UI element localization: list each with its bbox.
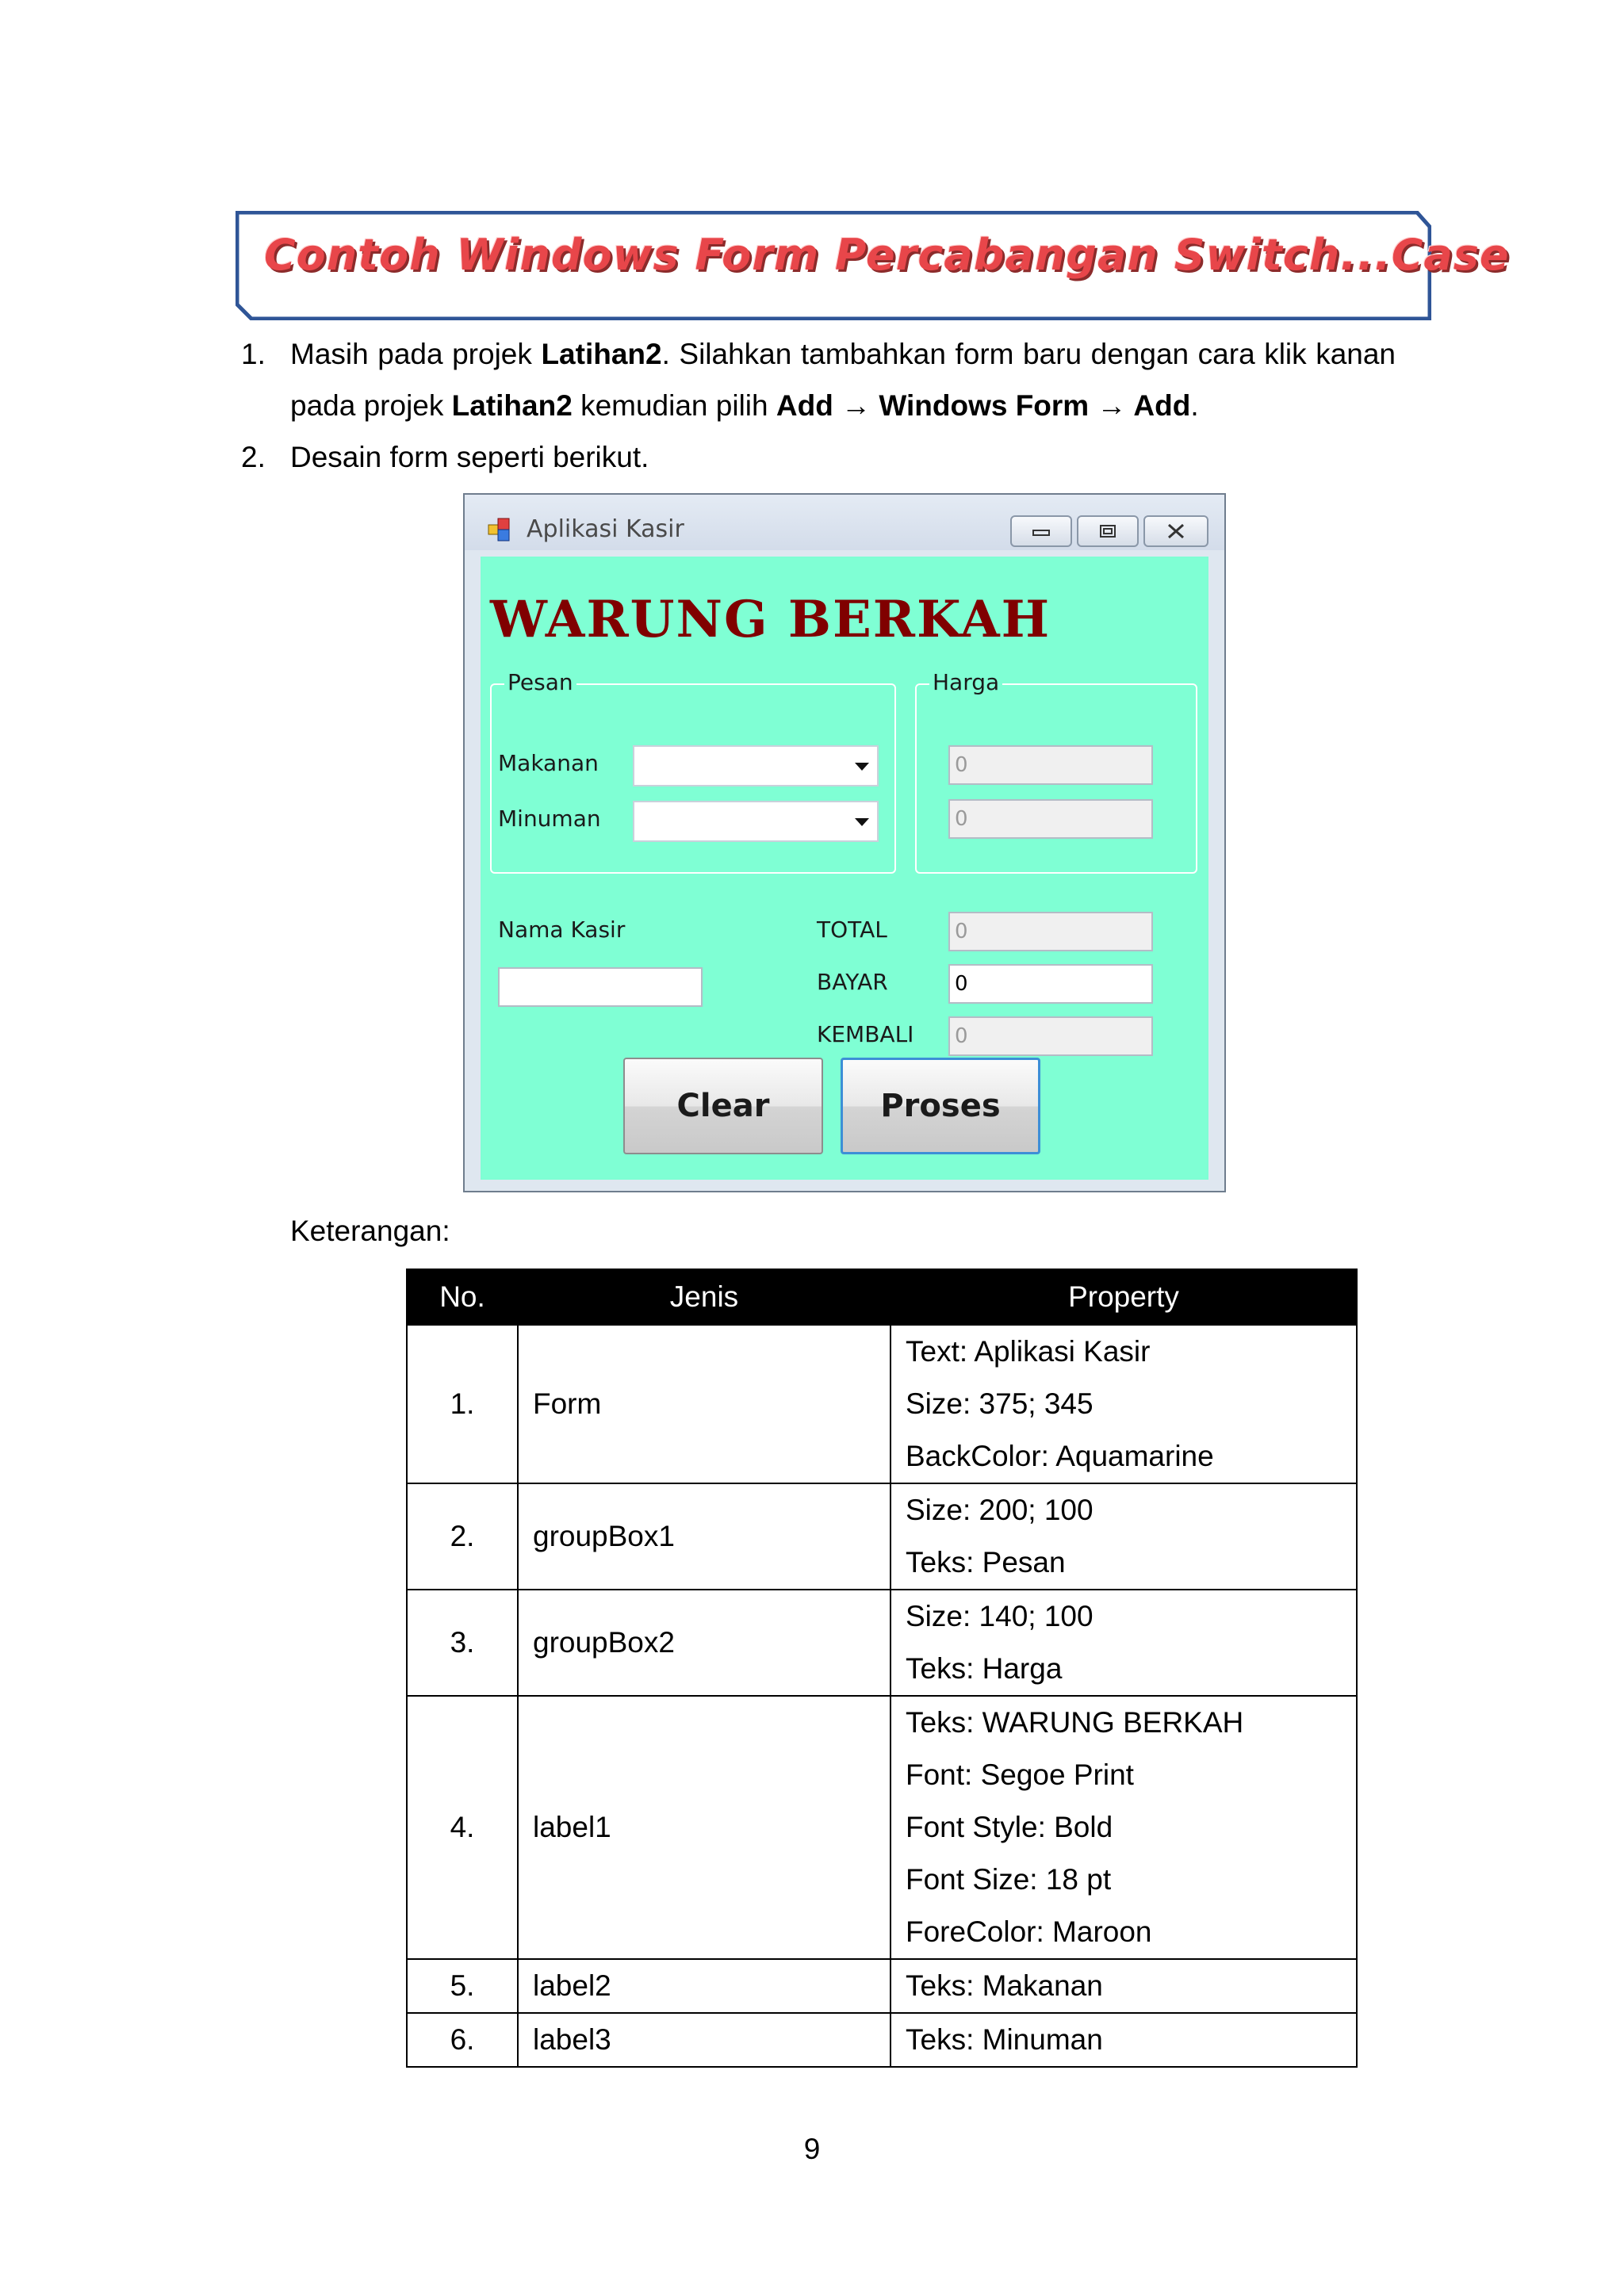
nama-kasir-label: Nama Kasir bbox=[498, 916, 626, 943]
groupbox-pesan-label: Pesan bbox=[504, 669, 576, 695]
step-text: Desain form seperti berikut. bbox=[290, 441, 649, 473]
step-number: 1. bbox=[241, 338, 266, 370]
prop-line: Size: 200; 100 bbox=[906, 1494, 1094, 1526]
prop-line: Font Style: Bold bbox=[906, 1811, 1113, 1843]
prop-line: Teks: Makanan bbox=[906, 1969, 1103, 2002]
kembali-label: KEMBALI bbox=[817, 1021, 914, 1047]
table-row bbox=[407, 1590, 1357, 1696]
form-client-area bbox=[481, 557, 1208, 1180]
prop-line: ForeColor: Maroon bbox=[906, 1915, 1152, 1948]
prop-line: Teks: Harga bbox=[906, 1652, 1063, 1685]
close-button[interactable] bbox=[1143, 515, 1208, 547]
instruction-step-2 bbox=[241, 431, 1396, 483]
row-no: 1. bbox=[407, 1325, 518, 1483]
row-jenis: groupBox2 bbox=[518, 1590, 891, 1696]
prop-line: Size: 140; 100 bbox=[906, 1600, 1094, 1632]
groupbox-harga-label: Harga bbox=[929, 669, 1002, 695]
harga-minuman-textbox[interactable]: 0 bbox=[948, 799, 1153, 839]
row-jenis: label3 bbox=[518, 2013, 891, 2067]
bayar-label: BAYAR bbox=[817, 969, 888, 995]
chevron-down-icon bbox=[855, 818, 869, 826]
row-props bbox=[891, 2013, 1357, 2067]
title-bar bbox=[465, 495, 1224, 550]
maximize-icon bbox=[1098, 524, 1117, 538]
row-props bbox=[891, 1483, 1357, 1590]
row-no: 4. bbox=[407, 1696, 518, 1959]
prop-line: Font Size: 18 pt bbox=[906, 1863, 1112, 1896]
form-window bbox=[463, 493, 1226, 1192]
minimize-icon bbox=[1032, 526, 1051, 537]
header-property: Property bbox=[891, 1269, 1357, 1325]
window-title: Aplikasi Kasir bbox=[527, 515, 684, 543]
row-jenis: Form bbox=[518, 1325, 891, 1483]
form-header-label: WARUNG BERKAH bbox=[490, 590, 1051, 649]
page-number: 9 bbox=[803, 2133, 821, 2165]
table-row bbox=[407, 1325, 1357, 1483]
chevron-down-icon bbox=[855, 763, 869, 771]
minimize-button[interactable] bbox=[1010, 515, 1072, 547]
prop-line: Text: Aplikasi Kasir bbox=[906, 1335, 1151, 1368]
makanan-combobox[interactable] bbox=[633, 745, 879, 786]
instruction-step-1 bbox=[241, 328, 1396, 431]
row-no: 2. bbox=[407, 1483, 518, 1590]
step-number: 2. bbox=[241, 441, 266, 473]
table-row bbox=[407, 1483, 1357, 1590]
row-no: 5. bbox=[407, 1959, 518, 2013]
prop-line: BackColor: Aquamarine bbox=[906, 1440, 1214, 1472]
table-header-row bbox=[407, 1269, 1357, 1325]
clear-button[interactable]: Clear bbox=[623, 1058, 823, 1154]
table-row bbox=[407, 1696, 1357, 1959]
nama-kasir-textbox[interactable] bbox=[498, 967, 703, 1007]
prop-line: Size: 375; 345 bbox=[906, 1387, 1094, 1420]
header-no: No. bbox=[407, 1269, 518, 1325]
prop-line: Teks: Pesan bbox=[906, 1546, 1066, 1578]
row-props bbox=[891, 1590, 1357, 1696]
row-props bbox=[891, 1959, 1357, 2013]
keterangan-label: Keterangan: bbox=[290, 1215, 450, 1247]
proses-button[interactable]: Proses bbox=[841, 1058, 1040, 1154]
maximize-button[interactable] bbox=[1077, 515, 1139, 547]
makanan-label: Makanan bbox=[498, 750, 599, 776]
prop-line: Teks: Minuman bbox=[906, 2023, 1103, 2056]
property-table bbox=[406, 1269, 1358, 2068]
harga-makanan-textbox[interactable]: 0 bbox=[948, 745, 1153, 785]
heading-banner bbox=[236, 211, 1510, 320]
row-no: 3. bbox=[407, 1590, 518, 1696]
app-window-icon bbox=[487, 517, 512, 542]
prop-line: Font: Segoe Print bbox=[906, 1758, 1134, 1791]
total-textbox[interactable]: 0 bbox=[948, 912, 1153, 951]
prop-line: Teks: WARUNG BERKAH bbox=[906, 1706, 1244, 1739]
row-jenis: label2 bbox=[518, 1959, 891, 2013]
kembali-textbox[interactable]: 0 bbox=[948, 1016, 1153, 1056]
close-icon bbox=[1166, 523, 1186, 539]
row-no: 6. bbox=[407, 2013, 518, 2067]
minuman-combobox[interactable] bbox=[633, 801, 879, 842]
step-text: Masih pada projek Latihan2. Silahkan tambahkan form baru dengan cara klik kanan pada projek Latihan2 kemudian pilih Add → Windows Form → Add. bbox=[290, 338, 1396, 422]
row-props bbox=[891, 1325, 1357, 1483]
bayar-textbox[interactable]: 0 bbox=[948, 964, 1153, 1004]
row-jenis: label1 bbox=[518, 1696, 891, 1959]
row-jenis: groupBox1 bbox=[518, 1483, 891, 1590]
minuman-label: Minuman bbox=[498, 806, 601, 832]
total-label: TOTAL bbox=[817, 916, 887, 943]
header-jenis: Jenis bbox=[518, 1269, 891, 1325]
table-row bbox=[407, 1959, 1357, 2013]
heading-title: Contoh Windows Form Percabangan Switch...Case bbox=[264, 230, 1510, 280]
row-props bbox=[891, 1696, 1357, 1959]
table-row bbox=[407, 2013, 1357, 2067]
